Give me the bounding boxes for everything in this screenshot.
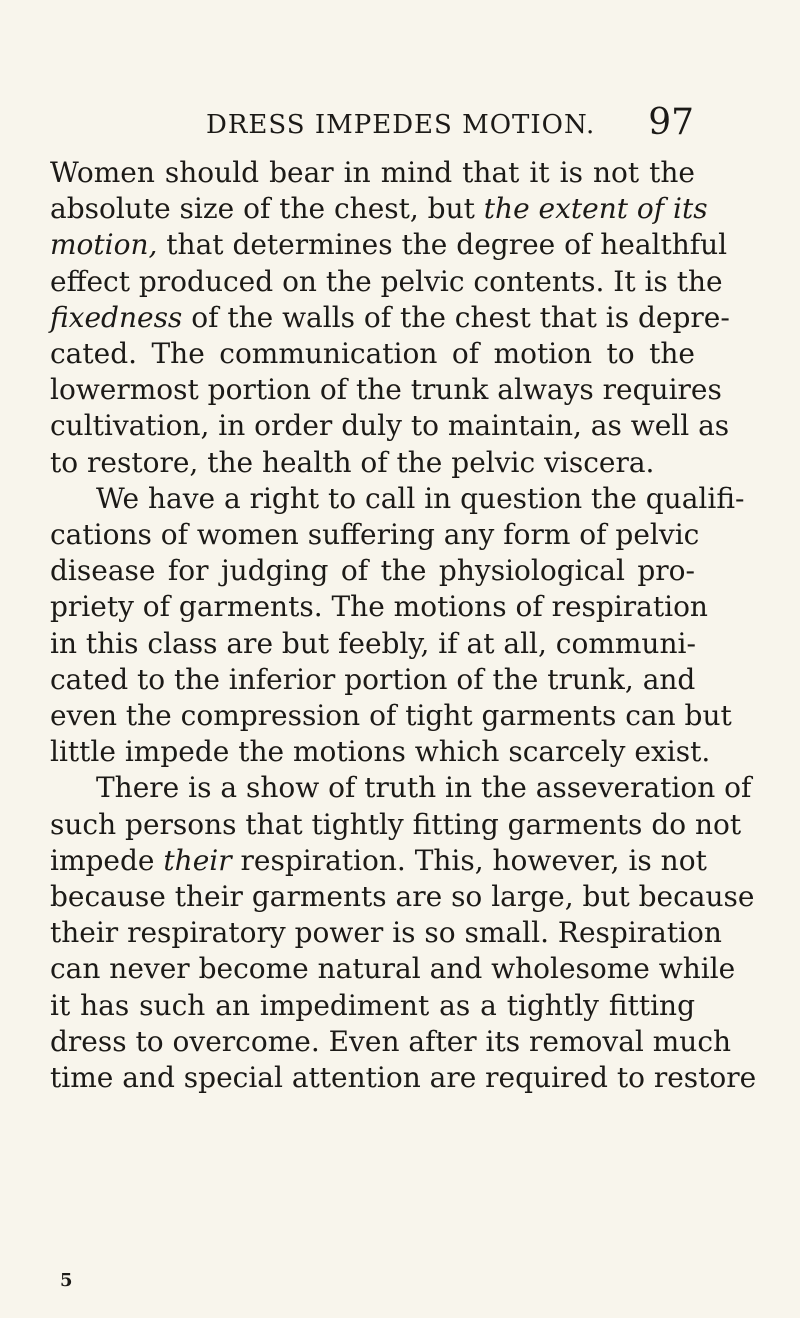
text-line bbox=[50, 191, 708, 227]
text-segment: We have a right to call in question the qualifi- bbox=[96, 481, 745, 515]
text-segment: cated. The communication of motion to the bbox=[50, 337, 695, 370]
text-segment: of the walls of the chest that is depre- bbox=[182, 300, 730, 334]
italic-text: motion, bbox=[50, 228, 158, 262]
text-line bbox=[50, 517, 700, 553]
text-line bbox=[50, 589, 708, 625]
text-segment: disease for judging of the physiological pro- bbox=[50, 554, 695, 588]
text-line bbox=[96, 770, 752, 806]
text-line bbox=[50, 336, 695, 372]
text-segment: can never become natural and wholesome while bbox=[50, 952, 736, 986]
italic-text: their bbox=[163, 843, 232, 877]
text-segment: because their garments are so large, but because bbox=[50, 880, 755, 913]
text-line bbox=[50, 1024, 732, 1060]
text-line bbox=[50, 553, 695, 589]
text-segment: little impede the motions which scarcely exist. bbox=[50, 735, 711, 769]
text-segment: that determines the degree of healthful bbox=[157, 228, 728, 262]
text-segment: absolute size of the chest, but bbox=[50, 192, 484, 226]
text-line bbox=[50, 155, 695, 191]
text-line bbox=[50, 662, 695, 698]
text-segment: respiration. This, however, is not bbox=[231, 843, 707, 877]
text-line bbox=[50, 734, 711, 770]
text-line bbox=[50, 951, 736, 987]
text-line bbox=[50, 879, 755, 915]
text-line bbox=[50, 698, 732, 734]
text-line bbox=[50, 626, 695, 662]
text-line bbox=[50, 915, 722, 951]
text-segment: lowermost portion of the trunk always requires bbox=[50, 373, 722, 407]
text-line bbox=[50, 264, 723, 300]
text-segment: such persons that tightly fitting garments do not bbox=[50, 807, 742, 841]
text-segment: to restore, the health of the pelvic viscera. bbox=[50, 445, 655, 479]
text-segment: cations of women suffering any form of pelvic bbox=[50, 518, 700, 551]
text-segment: dress to overcome. Even after its removal much bbox=[50, 1024, 732, 1058]
text-segment: even the compression of tight garments can but bbox=[50, 699, 732, 732]
running-title: DRESS IMPEDES MOTION. bbox=[206, 110, 596, 140]
italic-text: fixedness bbox=[50, 300, 183, 334]
text-segment: it has such an impediment as a tightly fitting bbox=[50, 988, 695, 1022]
text-segment: priety of garments. The motions of respiration bbox=[50, 590, 708, 624]
text-segment: in this class are but feebly, if at all, communi- bbox=[50, 626, 696, 660]
text-segment: their respiratory power is so small. Respiration bbox=[50, 916, 722, 950]
signature-mark: 5 bbox=[60, 1270, 73, 1291]
text-line bbox=[50, 300, 730, 336]
text-line bbox=[50, 445, 695, 481]
text-segment: effect produced on the pelvic contents. It is the bbox=[50, 264, 723, 298]
text-segment: cated to the inferior portion of the trunk, and bbox=[50, 662, 696, 696]
text-line bbox=[50, 372, 722, 408]
text-segment: time and special attention are required to restore bbox=[50, 1061, 757, 1094]
running-head bbox=[206, 102, 694, 146]
text-line bbox=[50, 843, 707, 879]
text-segment: Women should bear in mind that it is not the bbox=[50, 156, 695, 189]
text-line bbox=[96, 481, 745, 517]
text-line bbox=[50, 227, 728, 263]
text-segment: cultivation, in order duly to maintain, as well as bbox=[50, 409, 730, 443]
text-segment: There is a show of truth in the asseveration of bbox=[96, 771, 752, 805]
text-segment: impede bbox=[50, 843, 164, 877]
text-line bbox=[50, 1060, 757, 1096]
text-line bbox=[50, 807, 742, 843]
italic-text: the extent of its bbox=[483, 192, 708, 226]
text-line bbox=[50, 988, 695, 1024]
page-number: 97 bbox=[648, 102, 694, 143]
text-line bbox=[50, 408, 730, 444]
